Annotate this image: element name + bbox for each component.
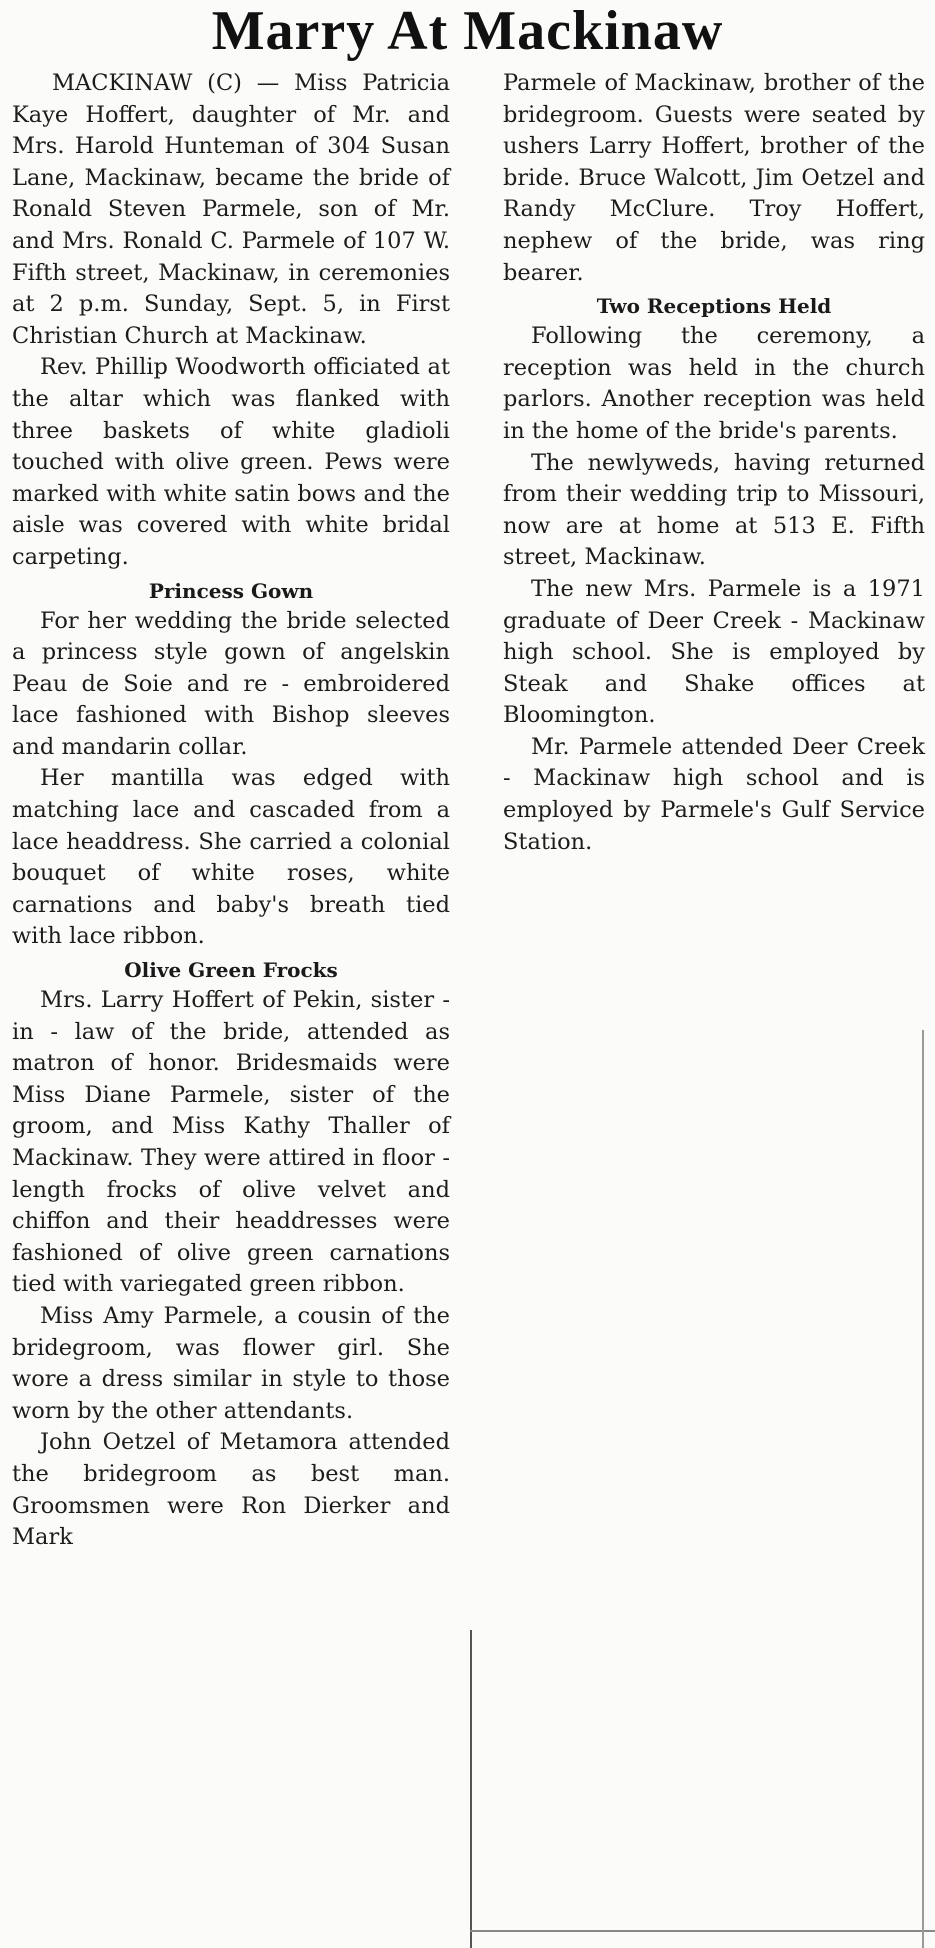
article-paragraph: For her wedding the bride selected a princess style gown of angelskin Peau de Soie and re - embroidered lace fashioned with Bishop sleeves and mandarin collar.	[12, 607, 450, 760]
article-paragraph: Miss Amy Parmele, a cousin of the bridegroom, was flower girl. She wore a dress similar in style to those worn by the other attendants.	[12, 1302, 450, 1424]
section-subhead: Princess Gown	[148, 578, 314, 603]
column-divider	[470, 1630, 472, 1948]
article-paragraph: MACKINAW (C) — Miss Patricia Kaye Hoffert, daughter of Mr. and Mrs. Harold Hunteman of 304 Susan Lane, Mackinaw, became the bride of Ronald Steven Parmele, son of Mr. and Mrs. Ronald C. Parmele of 107 W. Fifth street, Mackinaw, in ceremonies at 2 p.m. Sunday, Sept. 5, in First Christian Church at Mackinaw.	[12, 70, 450, 349]
article-paragraph: John Oetzel of Metamora attended the bridegroom as best man. Groomsmen were Ron Dierker and Mark	[12, 1429, 450, 1551]
article-paragraph: Mr. Parmele attended Deer Creek - Mackinaw high school and is employed by Parmele's Gulf Service Station.	[503, 733, 925, 855]
article-paragraph: Rev. Phillip Woodworth officiated at the altar which was flanked with three baskets of white gladioli touched with olive green. Pews were marked with white satin bows and the aisle was covered with white bridal carpeting.	[12, 354, 450, 570]
article-paragraph: Following the ceremony, a reception was held in the church parlors. Another reception was held in the home of the bride's parents.	[503, 323, 925, 444]
right-column	[503, 68, 925, 858]
article-paragraph: Mrs. Larry Hoffert of Pekin, sister - in - law of the bride, attended as matron of honor. Bridesmaids were Miss Diane Parmele, sister of the groom, and Miss Kathy Thaller of Mackinaw. They were attired in floor - length frocks of olive velvet and chiffon and their headdresses were fashioned of olive green carnations tied with variegated green ribbon.	[12, 987, 450, 1298]
article-paragraph: The newlyweds, having returned from their wedding trip to Missouri, now are at home at 513 E. Fifth street, Mackinaw.	[503, 449, 925, 571]
headline: Marry At Mackinaw	[211, 0, 724, 62]
article-paragraph: Parmele of Mackinaw, brother of the bridegroom. Guests were seated by ushers Larry Hoffert, brother of the bride. Bruce Walcott, Jim Oetzel and Randy McClure. Troy Hoffert, nephew of the bride, was ring bearer.	[503, 70, 925, 286]
article-paragraph: The new Mrs. Parmele is a 1971 graduate of Deer Creek - Mackinaw high school. She is employed by Steak and Shake offices at Bloomington.	[503, 575, 925, 729]
left-column	[12, 68, 450, 1554]
section-subhead: Two Receptions Held	[596, 294, 832, 319]
section-subhead: Olive Green Frocks	[124, 958, 338, 983]
clipping-right-edge	[922, 1030, 924, 1948]
article-paragraph: Her mantilla was edged with matching lace and cascaded from a lace headdress. She carried a colonial bouquet of white roses, white carnations and baby's breath tied with lace ribbon.	[12, 765, 450, 950]
clipping-bottom-edge	[470, 1930, 935, 1932]
